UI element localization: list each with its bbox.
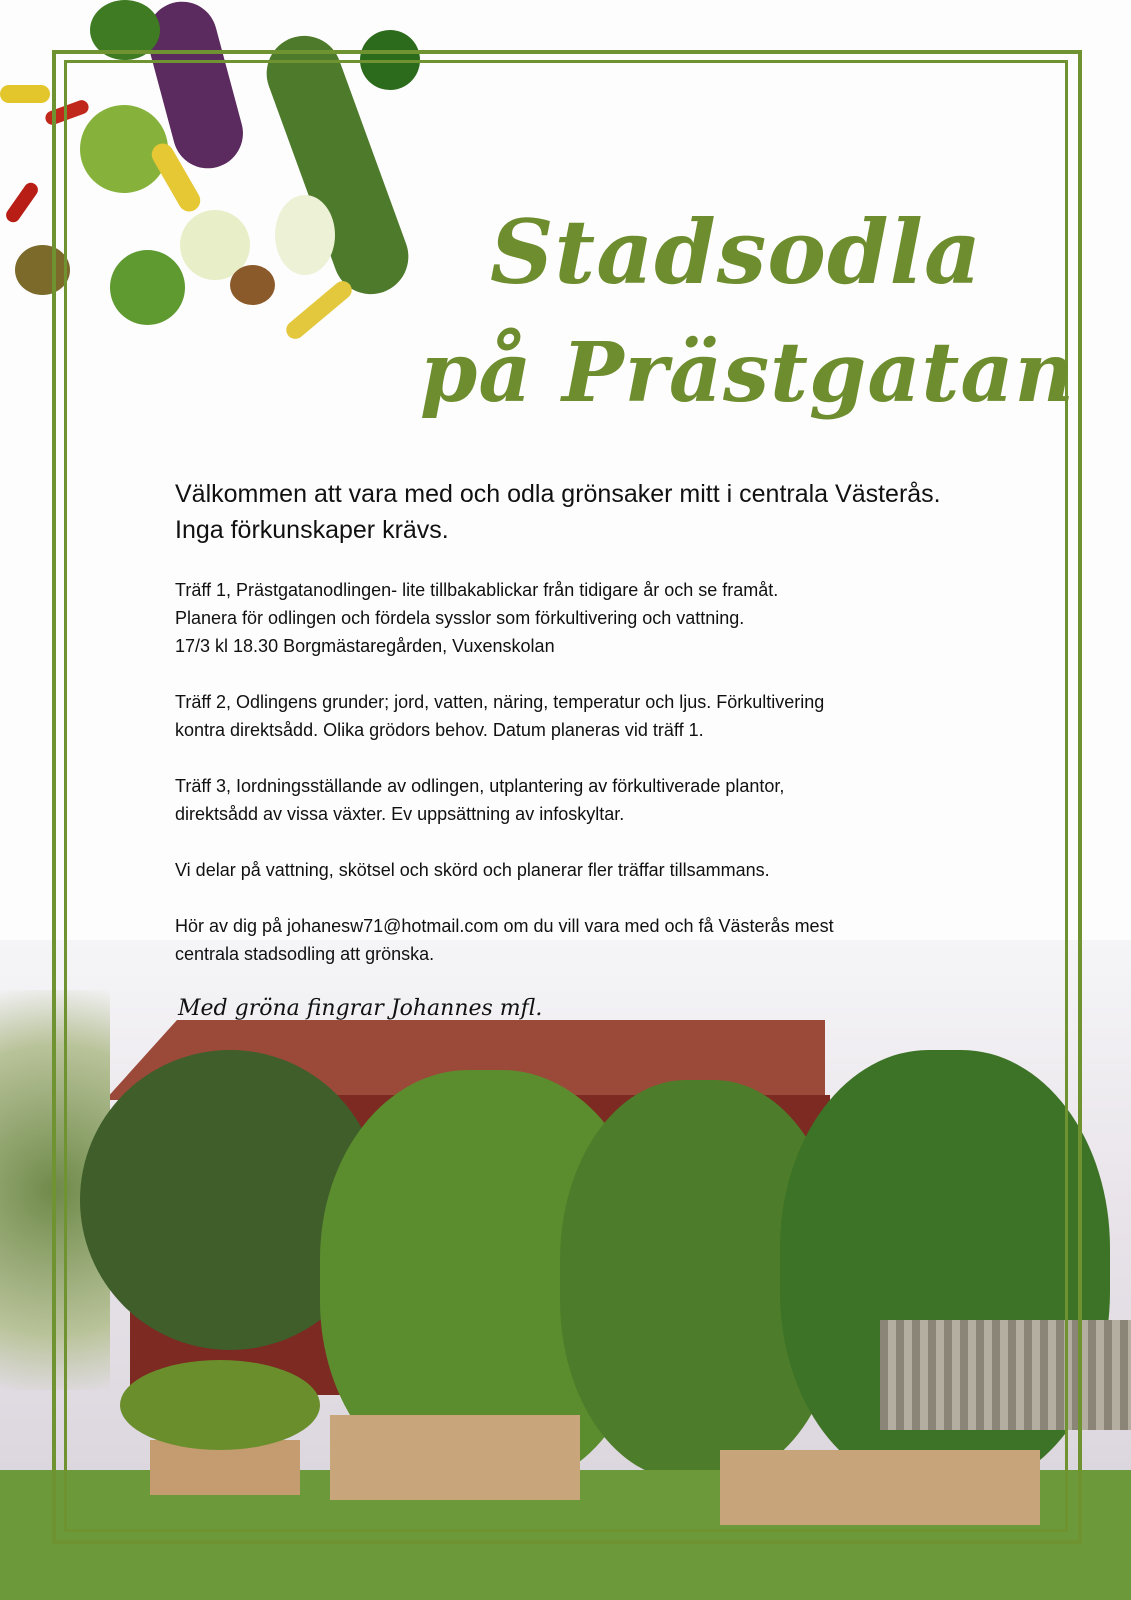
meeting-line: 17/3 kl 18.30 Borgmästaregården, Vuxenskolan [175,636,555,656]
title-line-1: Stadsodla [490,200,982,304]
meeting-line: direktsådd av vissa växter. Ev uppsättning av infoskyltar. [175,804,625,824]
meeting-1 [175,576,995,660]
intro-text: Välkommen att vara med och odla grönsaker mitt i centrala Västerås. Inga förkunskaper krävs. [175,480,941,544]
sharing-text: Vi delar på vattning, skötsel och skörd och planerar fler träffar tillsammans. [175,860,770,880]
meeting-3 [175,772,995,828]
meeting-line: Träff 1, Prästgatanodlingen- lite tillbakablickar från tidigare år och se framåt. [175,580,779,600]
contact-text [175,912,995,968]
title-line-2: på Prästgatan [420,325,1076,421]
meeting-line: Planera för odlingen och fördela sysslor som förkultivering och vattning. [175,608,745,628]
meeting-line: kontra direktsådd. Olika grödors behov. Datum planeras vid träff 1. [175,720,704,740]
meeting-2 [175,688,995,744]
body-text [175,576,995,996]
contact-line: Hör av dig på johanesw71@hotmail.com om du vill vara med och få Västerås mest [175,916,834,936]
meeting-line: Träff 3, Iordningsställande av odlingen, utplantering av förkultiverade plantor, [175,776,785,796]
signature: Med gröna fingrar Johannes mfl. [178,996,543,1021]
contact-line: centrala stadsodling att grönska. [175,944,435,964]
meeting-line: Träff 2, Odlingens grunder; jord, vatten, näring, temperatur och ljus. Förkultivering [175,692,825,712]
